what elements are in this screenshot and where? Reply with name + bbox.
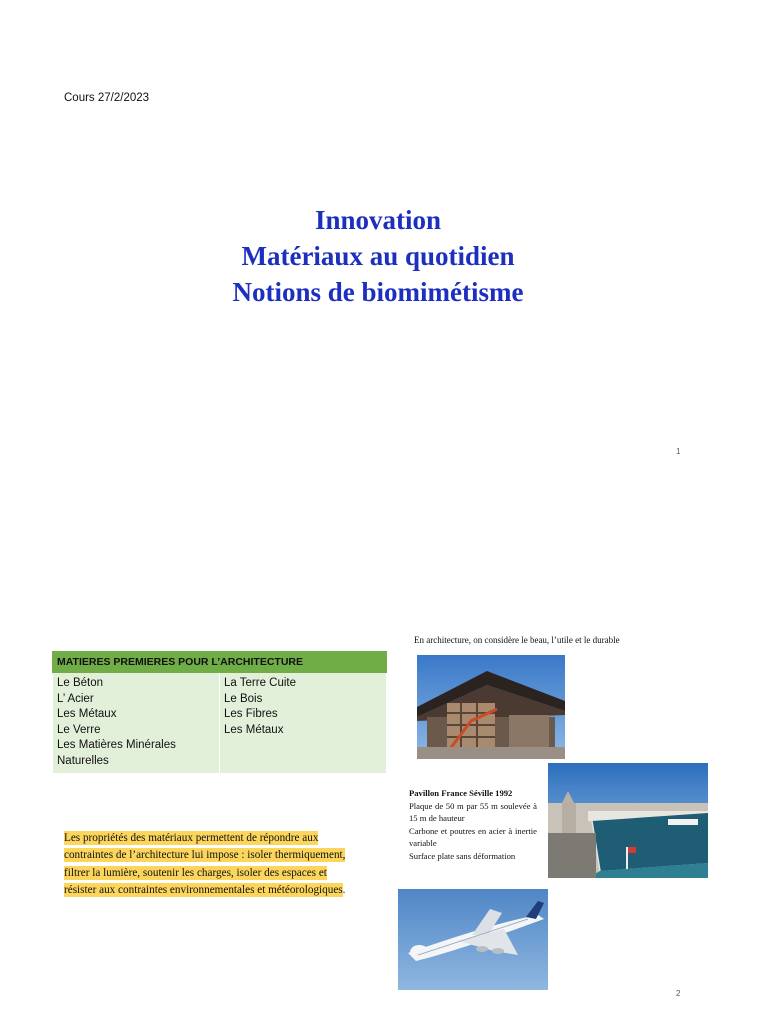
pavilion-caption (409, 787, 537, 862)
pavilion-caption-title: Pavillon France Séville 1992 (409, 788, 513, 798)
intro-caption: En architecture, on considère le beau, l’utile et le durable (414, 635, 620, 645)
materials-column-1 (53, 673, 220, 774)
material-item: Le Bois (224, 692, 263, 705)
page-number-1: 1 (676, 447, 681, 456)
material-item: Les Matières Minérales (57, 739, 176, 751)
material-item: Les Fibres (224, 708, 278, 720)
title-line-2: Matériaux au quotidien (241, 241, 515, 271)
material-item: Les Métaux (57, 708, 117, 720)
materials-table (52, 651, 387, 774)
title-line-1: Innovation (314, 205, 442, 235)
pavilion-caption-line: Carbone et poutres en acier à inertie variable (409, 825, 537, 848)
page-title (0, 202, 756, 310)
highlighted-text: Les propriétés des matériaux permettent de répondre aux contraintes de l’architecture lui impose : isoler thermiquement, filtrer la lumière, soutenir les charges, isoler des espaces et résister aux contraintes environnementales et météorologiques (64, 832, 346, 896)
paragraph-end: . (342, 883, 346, 896)
material-item: La Terre Cuite (224, 677, 297, 689)
materials-table-header: MATIERES PREMIERES POUR L’ARCHITECTURE (53, 652, 387, 673)
material-item: Le Verre (57, 723, 101, 736)
course-date: Cours 27/2/2023 (64, 92, 150, 104)
pavilion-caption-line: Plaque de 50 m par 55 m soulevée à 15 m de hauteur (409, 800, 537, 823)
properties-paragraph (64, 830, 354, 899)
material-item: Le Béton (57, 677, 104, 689)
pavilion-photo (417, 655, 565, 759)
airplane-photo (398, 889, 548, 990)
material-item: Les Métaux (224, 723, 284, 736)
material-item: Naturelles (57, 754, 109, 767)
materials-column-2 (220, 673, 387, 774)
pavilion-caption-line: Surface plate sans déformation (409, 850, 516, 861)
title-line-3: Notions de biomimétisme (232, 277, 524, 307)
seville-expo-photo (548, 763, 708, 878)
page-number-2: 2 (676, 989, 681, 998)
material-item: L’ Acier (57, 692, 94, 705)
